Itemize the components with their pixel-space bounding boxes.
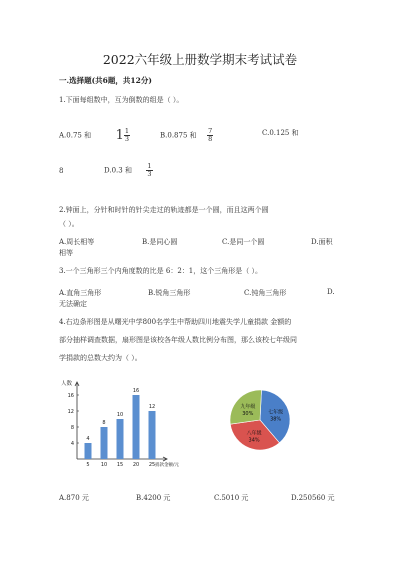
q1-option-c[interactable]: C.0.125 和 <box>262 129 299 137</box>
q4-option-c[interactable]: C.5010 元 <box>214 494 249 502</box>
bar-data-label: 12 <box>148 404 156 410</box>
q4-option-b[interactable]: B.4200 元 <box>136 494 171 502</box>
q3-option-d-continued: 无法确定 <box>59 300 87 308</box>
q1-option-b[interactable] <box>160 128 213 143</box>
bar-data-label: 10 <box>116 412 124 418</box>
bar <box>149 411 156 459</box>
q1-option-b-label: B.0.875 和 <box>160 131 197 140</box>
q2-option-d-continued: 相等 <box>59 249 73 257</box>
y-tick-label: 4 <box>70 441 74 447</box>
pie-label: 八年级 <box>246 430 262 437</box>
pie-value-label: 30% <box>242 410 254 417</box>
q1-d-fraction: $\frac{1}{3}$ <box>147 162 152 178</box>
q1-b-fraction: $\frac{7}{8}$ <box>208 127 213 143</box>
x-tick-label: 25 <box>148 462 156 468</box>
question-2-stem-line-1: 2.钟面上，分针和时针的针尖走过的轨迹都是一个圆，而且这两个圆 <box>59 206 269 214</box>
pie-value-label: 34% <box>248 437 260 444</box>
q3-option-d[interactable]: D. <box>327 288 335 296</box>
x-tick-label: 5 <box>86 462 90 468</box>
question-3-stem: 3.一个三角形三个内角度数的比是 6：2：1，这个三角形是（ ）。 <box>59 267 262 275</box>
bar <box>133 395 140 459</box>
q2-option-c[interactable]: C.是同一个圆 <box>222 238 265 246</box>
q2-option-b[interactable]: B.是同心圆 <box>142 238 178 246</box>
q2-option-d[interactable]: D.面积 <box>311 238 333 246</box>
y-axis-label: 人数 <box>61 381 73 387</box>
q1-option-a[interactable] <box>59 128 130 143</box>
q1-option-a-label: A.0.75 和 <box>59 131 92 140</box>
x-tick-label: 10 <box>100 462 108 468</box>
pie-chart <box>225 383 295 458</box>
bar-chart <box>55 375 195 475</box>
question-4-stem-line-3: 学捐款的总数大约为（ ）。 <box>59 354 142 362</box>
q1-option-d-label: D.0.3 和 <box>104 166 132 175</box>
x-tick-label: 20 <box>132 462 140 468</box>
q1-a-fraction: $\frac{1}{3}$ <box>124 127 129 143</box>
pie-label: 七年级 <box>268 409 284 416</box>
q1-a-whole: 1 <box>115 128 124 143</box>
q4-option-d[interactable]: D.250560 元 <box>291 494 335 502</box>
q3-option-b[interactable]: B.锐角三角形 <box>148 289 191 297</box>
q3-option-a[interactable]: A.直角三角形 <box>59 289 102 297</box>
bar-data-label: 8 <box>102 420 106 426</box>
question-1-stem: 1.下面每组数中，互为倒数的组是（ ）。 <box>59 96 184 104</box>
y-tick-label: 8 <box>70 425 74 431</box>
bar <box>101 427 108 459</box>
y-tick-label: 16 <box>67 393 74 399</box>
y-tick-label: 12 <box>67 409 74 415</box>
section-heading: 一.选择题(共6题，共12分) <box>59 76 152 85</box>
pie-label: 九年级 <box>240 403 256 410</box>
question-2-stem-line-2: （ ）。 <box>59 220 79 228</box>
q2-option-a[interactable]: A.周长相等 <box>59 238 95 246</box>
bar <box>117 419 124 459</box>
bar-data-label: 16 <box>132 388 140 394</box>
x-tick-label: 15 <box>116 462 124 468</box>
question-4-stem-line-1: 4.右边条形图是从曙光中学800名学生中帮助四川地震失学儿童捐款 金额的 <box>59 318 292 326</box>
q1-option-c-continued: 8 <box>59 167 64 175</box>
pie-value-label: 38% <box>270 416 282 423</box>
q4-option-a[interactable]: A.870 元 <box>59 494 89 502</box>
q3-option-c[interactable]: C.钝角三角形 <box>244 289 287 297</box>
bar-data-label: 4 <box>86 436 90 442</box>
question-4-stem-line-2: 部分抽样调查数据，扇形图是该校各年级人数比例分布图，那么该校七年级同 <box>59 336 297 344</box>
page-title: 2022六年级上册数学期末考试试卷 <box>102 52 298 67</box>
q1-option-d[interactable] <box>104 163 153 178</box>
bar <box>85 443 92 459</box>
x-axis-label: 捐款金额/元 <box>154 463 180 468</box>
